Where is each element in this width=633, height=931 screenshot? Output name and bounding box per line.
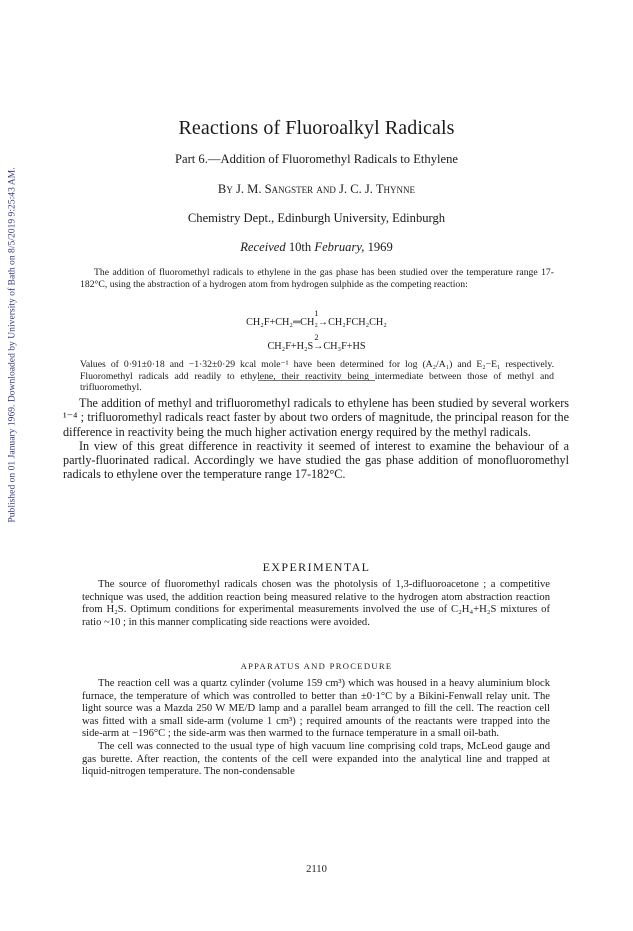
- equation-1-text: CH₂F+CH₂═CH₂→CH₂FCH₂CH₂: [246, 317, 387, 328]
- experimental-paragraph-1: The source of fluoromethyl radicals chosen was the photolysis of 1,3-difluoroacetone ; a competitive technique was used, the addition reaction being measured relative to the hydrogen atom abstraction reaction from H₂S. Optimum conditions for experimental measurements involved the use of C₂H₄+H₂S mixtures of ratio ~10 ; in this manner complicating side reactions were avoided.: [82, 579, 550, 628]
- paper-subtitle: Part 6.—Addition of Fluoromethyl Radicals to Ethylene: [175, 152, 458, 166]
- introduction: [63, 396, 569, 482]
- author-2: J. C. J. Thynne: [339, 182, 416, 196]
- paper-title: Reactions of Fluoroalkyl Radicals: [178, 117, 455, 139]
- author-line: [0, 182, 633, 197]
- apparatus-paragraph-1: The reaction cell was a quartz cylinder (volume 159 cm³) which was housed in a heavy aluminium block furnace, the temperature of which was controlled to better than ±0·1°C by a Bikini-Fenwall relay unit. The light source was a Mazda 250 W ME/D lamp and a parallel beam arranged to fill the cell. The reaction cell was fitted with a small side-arm (volume 1 cm³) ; required amounts of the reactants were trapped into the side-arm at −196°C ; the side-arm was then warmed to the furnace temperature in a small oil-bath.: [82, 678, 550, 740]
- section-divider: [258, 380, 375, 381]
- equation-1-number: 1: [314, 308, 319, 318]
- intro-paragraph-1: The addition of methyl and trifluoromethyl radicals to ethylene has been studied by several workers ¹⁻⁴ ; trifluoromethyl radicals react faster by about two orders of magnitude, the principal reason for the difference in reactivity being the much higher activation energy required by the methyl radicals.: [63, 396, 569, 439]
- author-and: and: [316, 182, 336, 196]
- author-by: By: [217, 182, 233, 196]
- apparatus-section: [82, 678, 550, 779]
- equation-2: [0, 333, 633, 352]
- intro-paragraph-2: In view of this great difference in reactivity it seemed of interest to examine the behaviour of a partly-fluorinated radical. Accordingly we have studied the gas phase addition of monofluoromethyl radicals to ethylene over the temperature range 17-182°C.: [63, 438, 569, 482]
- received-year: 1969: [367, 240, 393, 254]
- received-month: February,: [314, 240, 365, 254]
- received-date: [0, 240, 633, 255]
- abstract-paragraph-2: Values of 0·91±0·18 and −1·32±0·29 kcal mole⁻¹ have been determined for log (A₂/A₁) and E₂−E₁ respectively. Fluoromethyl radicals add readily to ethylene, their reactivity being intermediate between those of methyl and trifluoromethyl.: [80, 359, 554, 393]
- equation-1: [0, 309, 633, 328]
- experimental-section: [82, 579, 550, 629]
- equation-2-text: CH₂F+H₂S→CH₃F+HS: [267, 341, 366, 352]
- abstract: [80, 267, 554, 290]
- download-watermark-text: Published on 01 January 1969. Downloaded by University of Bath on 8/5/2019 9:25:43 AM.: [6, 167, 18, 523]
- abstract-paragraph-1: The addition of fluoromethyl radicals to ethylene in the gas phase has been studied over the temperature range 17-182°C, using the abstraction of a hydrogen atom from hydrogen sulphide as the competing reaction:: [80, 267, 554, 290]
- received-day: 10th: [288, 240, 312, 254]
- equation-2-number: 2: [314, 332, 319, 342]
- author-1: J. M. Sangster: [235, 182, 314, 196]
- page-number: 2110: [306, 864, 327, 875]
- affiliation: Chemistry Dept., Edinburgh University, Edinburgh: [187, 211, 446, 225]
- apparatus-paragraph-2: The cell was connected to the usual type of high vacuum line comprising cold traps, McLeod gauge and gas burette. After reaction, the contents of the cell were expanded into the analytical line and trapped at liquid-nitrogen temperature. The non-condensable: [82, 740, 550, 778]
- experimental-heading: EXPERIMENTAL: [262, 560, 371, 574]
- apparatus-heading: APPARATUS AND PROCEDURE: [240, 661, 393, 671]
- abstract-results: [80, 359, 554, 394]
- received-label: Received: [240, 240, 286, 254]
